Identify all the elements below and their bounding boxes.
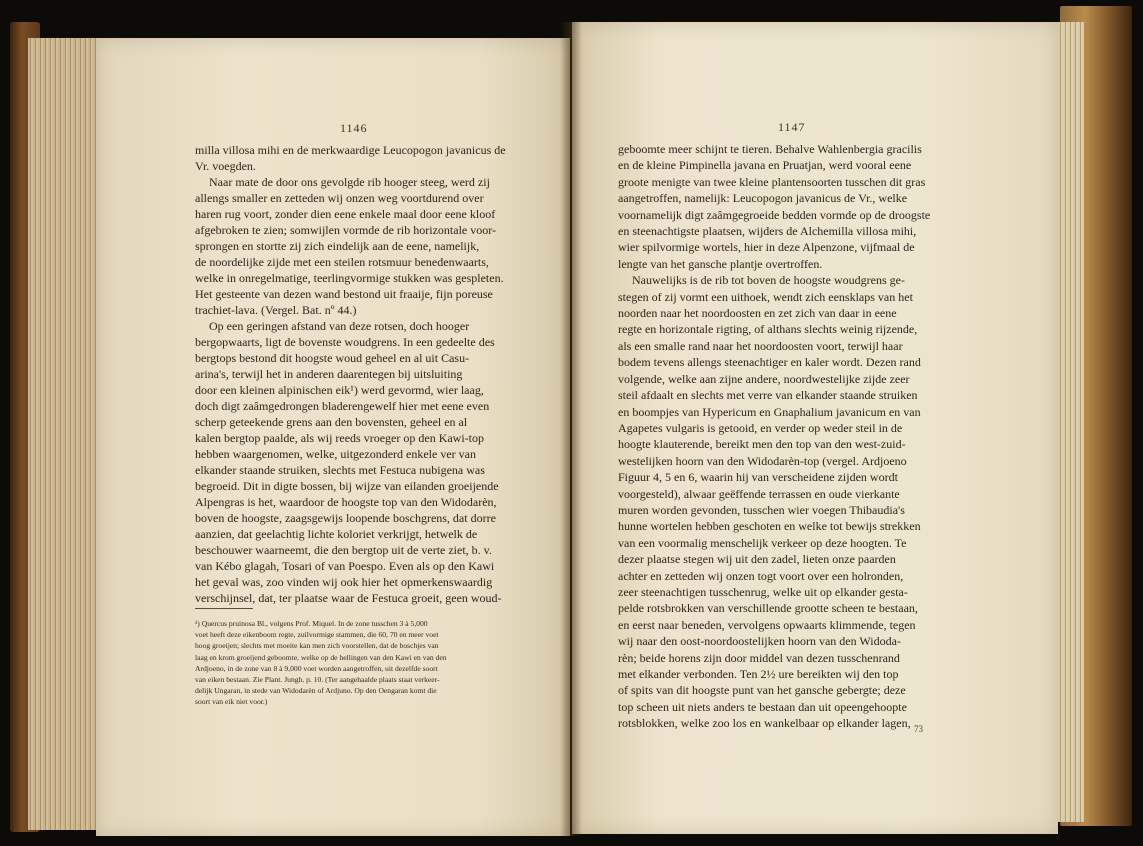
left-text-line: trachiet-lava. (Vergel. Bat. nº 44.) (195, 303, 357, 317)
right-text-line: van een voormalig menschelijk verkeer op deze hoogten. Te (618, 535, 907, 550)
right-text-line: zeer steenachtigen tusschenrug, welke uit op elkander gesta- (618, 584, 908, 599)
right-page-number: 1147 (778, 120, 806, 134)
left-text-line: allengs smaller en zetteden wij onzen weg voortdurend over (195, 191, 484, 205)
left-text-line: bergtops bestond dit hoogste woud geheel en al uit Casu- (195, 351, 470, 365)
right-text-line: en de kleine Pimpinella javana en Pruatjan, werd vooral eene (618, 158, 912, 173)
left-text-line: verschijnsel, dat, ter plaatse waar de Festuca groeit, geen woud- (195, 591, 502, 605)
left-text-line: hebben waargenomen, welke, uitgezonderd enkele ver van (195, 447, 476, 461)
left-text-line: Het gesteente van dezen wand bestond uit fraaije, fijn poreuse (195, 287, 493, 301)
footnote-line: hoog groeijen; slechts met moeite kan men zich voorstellen, dat de boschjes van (195, 641, 439, 651)
left-text-line: boven de hoogste, zaagsgewijs loopende boschgrens, dat dorre (195, 511, 496, 525)
left-text-line: sprongen en stortte zij zich eindelijk aan de eene, namelijk, (195, 239, 480, 253)
footnote-line: laag en krom groeijend geboomte, welke op de hellingen van den Kawi en van den (195, 652, 447, 662)
right-text-line: muren worden gevonden, tusschen wier voegen Thibaudia's (618, 502, 905, 517)
footnote-line: van eiken bestaan. Zie Plant. Jungh. p. 10. (Ter aangehaalde plaats staat verkeer- (195, 675, 440, 685)
book-gutter (560, 22, 582, 836)
left-text-line: milla villosa mihi en de merkwaardige Leucopogon javanicus de (195, 143, 506, 157)
right-text-line: aangetroffen, namelijk: Leucopogon javanicus de Vr., welke (618, 191, 908, 206)
right-text-line: wij naar den oost-noordoostelijken hoorn van den Widoda- (618, 634, 901, 649)
footnote-line: ¹) Quercus pruinosa Bl., volgens Prof. Miquel. In de zone tusschen 3 à 5,000 (195, 619, 428, 628)
footnote-line: Ardjoeno, in de zone van 8 à 9,000 voet worden aangetroffen, uit dezelfde soort (195, 663, 438, 673)
right-text-line: Nauwelijks is de rib tot boven de hoogste woudgrens ge- (632, 273, 905, 288)
left-text-line: haren rug voort, zonder dien eene enkele maal door eene kloof (195, 207, 496, 221)
right-text-line: hoogte klauterende, bereikt men den top van den west-zuid- (618, 437, 906, 452)
left-text-line: beschouwer waarneemt, die den bergtop uit de verte ziet, b. v. (195, 543, 492, 557)
right-text-line: en steenachtigste plaatsen, wijders de Alchemilla villosa mihi, (618, 224, 917, 239)
left-text-line: de noordelijke zijde met een steilen rotsmuur benedenwaarts, (195, 255, 489, 269)
left-text-line: door een kleinen alpinischen eik¹) werd gevormd, wier laag, (195, 383, 484, 397)
left-text-line: elkander staande struiken, slechts met Festuca nubigena was (195, 463, 485, 477)
right-text-line: achter en zetteden wij onzen togt voort over een holronden, (618, 568, 904, 583)
left-text-line: Naar mate de door ons gevolgde rib hooger steeg, werd zij (209, 175, 490, 189)
right-text-line: en boompjes van Hypericum en Gnaphalium javanicum en van (618, 404, 921, 419)
right-text-line: rèn; beide horens zijn door middel van dezen tusschenrand (618, 650, 900, 665)
right-text-line: westelijken hoorn van den Widodarèn-top (vergel. Ardjoeno (618, 453, 907, 468)
right-text-line: met elkander verbonden. Ten 2½ ure bereikten wij den top (618, 667, 899, 681)
left-text-line: begroeid. Dit in digte bossen, bij wijze van eilanden groeijende (195, 479, 499, 493)
left-text-line: kalen bergtop paalde, als wij reeds vroeger op den Kawi-top (195, 431, 485, 445)
right-text-line: wier spilvormige wortels, hier in deze Alpenzone, vijfmaal de (618, 240, 915, 255)
left-page-number: 1146 (340, 121, 368, 135)
right-text-line: geboomte meer schijnt te tieren. Behalve Wahlenbergia gracilis (618, 142, 922, 156)
right-text-line: noorden naar het noordoosten en zet zich van daar in eene (618, 306, 897, 321)
left-text-line: bergopwaarts, ligt de bovenste woudgrens. In een gedeelte des (195, 335, 495, 349)
right-text-line: pelde rotsbrokken van verschillende grootte scheen te bestaan, (618, 601, 918, 616)
left-text-line: arina's, terwijl het in anderen daarentegen bij uitsluiting (195, 367, 463, 381)
right-text-line: dezer plaatse stegen wij uit den zadel, lieten onze paarden (618, 552, 896, 567)
left-page-stack (28, 38, 98, 830)
left-text-line: Alpengras is het, waardoor de hoogste top van den Widodarèn, (195, 495, 497, 509)
right-text-line: volgende, welke aan zijne andere, noordwestelijke zijde zeer (618, 371, 910, 386)
signature-mark: 73 (914, 724, 923, 734)
left-text-line: van Kébo glagah, Tosari of van Poespo. Even als op den Kawi (195, 559, 495, 573)
left-text-line: Op een geringen afstand van deze rotsen, doch hooger (209, 319, 470, 333)
right-text-line: regte en horizontale rigting, of althans slechts weinig rijzende, (618, 322, 918, 337)
right-text-line: en eerst naar beneden, vervolgens opwaarts klimmende, tegen (618, 617, 916, 632)
right-page-body (618, 141, 948, 732)
right-text-line: lengte van het gansche plantje overtroffen. (618, 256, 823, 271)
right-text-line: steil afdaalt en slechts met verre van elkander staande struiken (618, 388, 918, 403)
right-text-line: rotsblokken, welke zoo los en wankelbaar op elkander lagen, (618, 716, 911, 731)
footnote-rule (195, 608, 253, 609)
right-text-line: als een smalle rand naar het noordoosten voort, terwijl haar (618, 338, 903, 353)
right-text-line: of spits van dit hoogste punt van het gansche gebergte; deze (618, 683, 906, 698)
right-text-line: voornamelijk digt zaâmgegroeide bedden vormde op de droogste (618, 207, 931, 222)
left-page-footnotes (195, 618, 533, 708)
left-page-body (195, 142, 515, 606)
left-text-line: aanzien, dat geelachtig lichte koloriet verkrijgt, hetwelk de (195, 527, 478, 541)
right-text-line: hunne wortelen hebben geschoten en welke tot bewijs strekken (618, 519, 921, 534)
right-text-line: stegen of zij vormt een uithoek, wendt zich eensklaps van het (618, 289, 913, 304)
right-text-line: groote menigte van twee kleine plantensoorten tusschen dit gras (618, 174, 926, 189)
right-text-line: voorgesteld), alwaar geëffende terrassen en oude vierkante (618, 486, 900, 501)
left-text-line: het geval was, zoo vinden wij ook hier het opmerkenswaardig (195, 575, 493, 589)
left-text-line: welke in onregelmatige, teerlingvormige stukken was gespleten. (195, 271, 504, 285)
footnote-line: soort van eik niet voor.) (195, 697, 268, 707)
left-text-line: afgebroken te zien; somwijlen vormde de rib horizontale voor- (195, 223, 496, 237)
left-text-line: Vr. voegden. (195, 159, 256, 173)
footnote-line: delijk Ungaran, in stede van Widodarèn of Ardjuno. Op den Oengaran komt die (195, 686, 437, 696)
right-text-line: bodem tevens allengs steenachtiger en kaler wordt. Dezen rand (618, 355, 921, 370)
footnote-line: voet heeft deze eikenboom regte, zuilvormige stammen, die 60, 70 en meer voet (195, 630, 439, 640)
left-text-line: scherp geteekende grens aan den bovensten, geheel en al (195, 415, 468, 429)
right-text-line: Figuur 4, 5 en 6, waarin hij van verscheidene zijden wordt (618, 470, 898, 485)
right-text-line: Agapetes vulgaris is getooid, en verder op weder steil in de (618, 420, 903, 435)
right-text-line: top scheen uit niets anders te bestaan dan uit opeengehoopte (618, 699, 907, 714)
left-text-line: doch digt zaâmgedrongen bladerengewelf hier met eene even (195, 399, 490, 413)
